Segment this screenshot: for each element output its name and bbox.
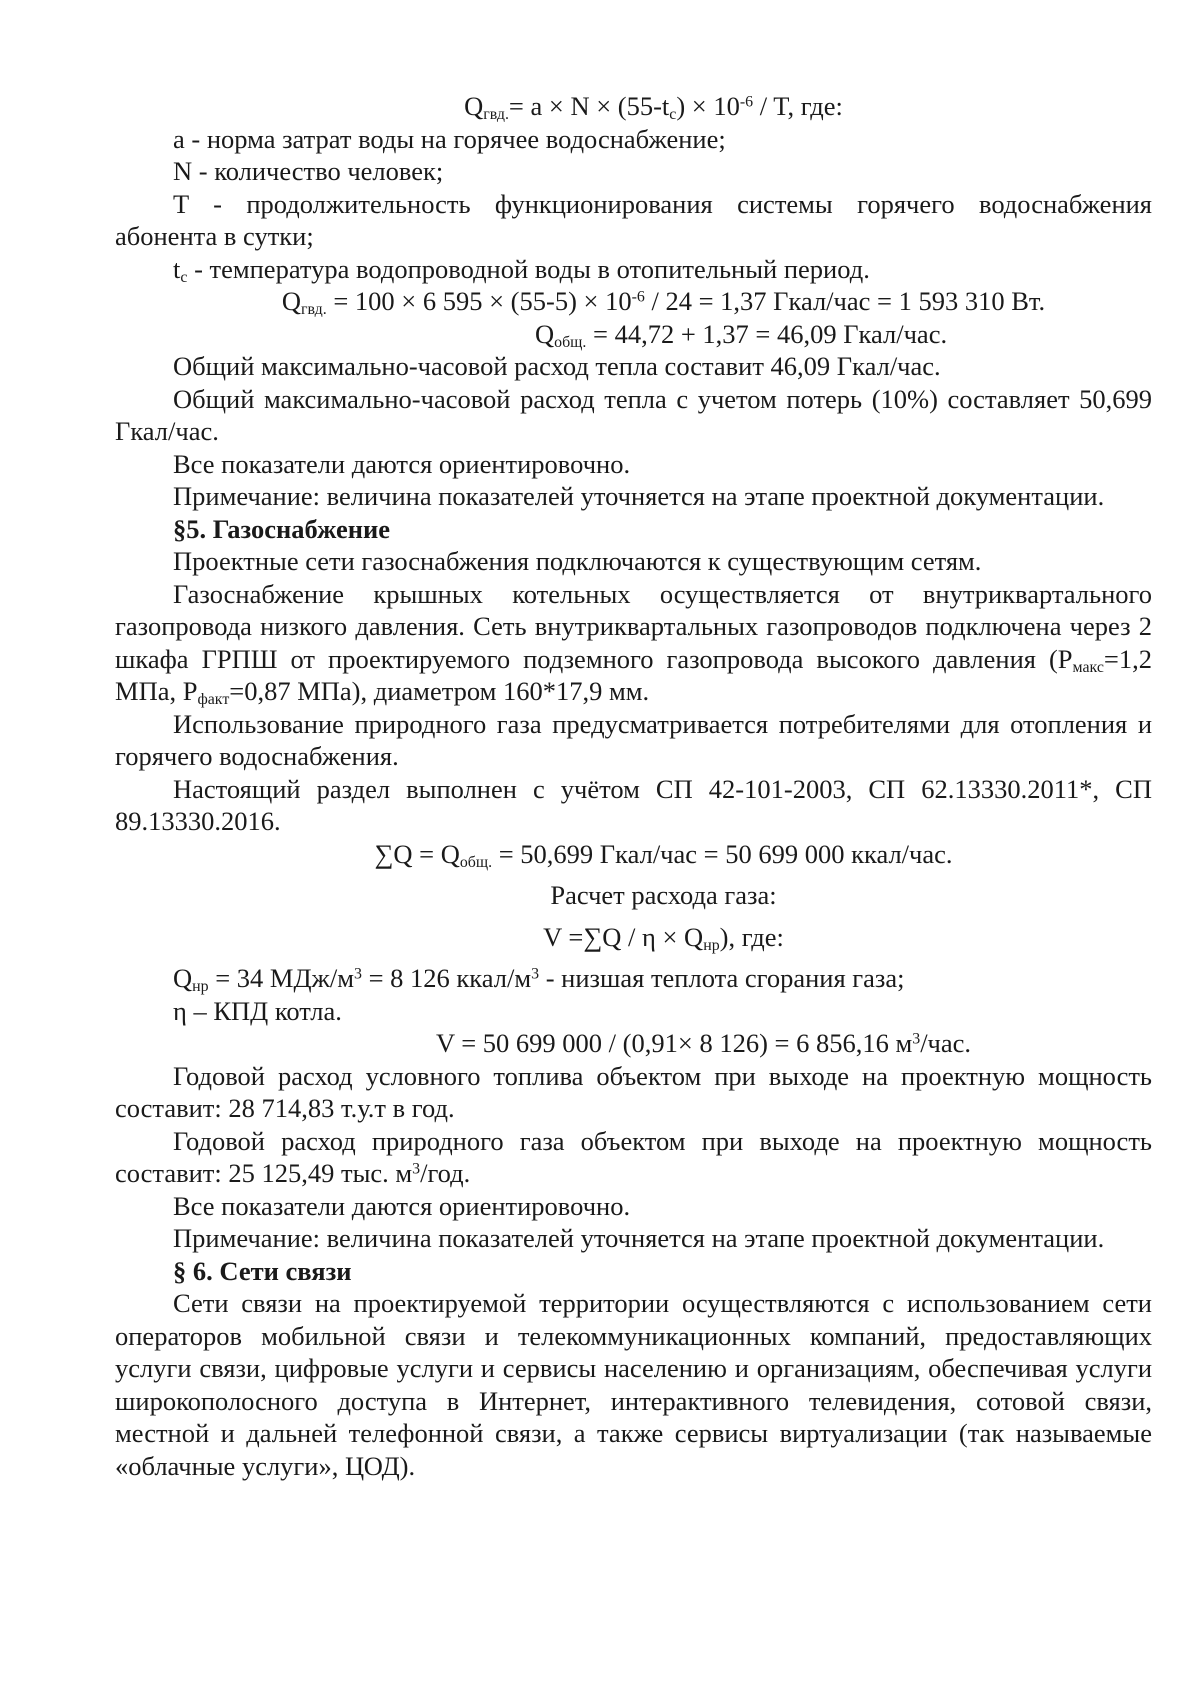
section-heading-communications: § 6. Сети связи — [173, 1255, 352, 1286]
paragraph-fuel-annual: Годовой расход условного топлива объектом при выходе на проектную мощность составит: 28 714,83 т.у.т в год. — [115, 1060, 1152, 1123]
legend-n: N - количество человек; — [173, 156, 444, 186]
legend-eta: η – КПД котла. — [173, 995, 342, 1026]
paragraph-gas-usage: Использование природного газа предусматривается потребителями для отопления и горячего водоснабжения. — [115, 708, 1152, 771]
paragraph-note-2: Примечание: величина показателей уточняется на этапе проектной документации. — [173, 1223, 1105, 1253]
paragraph-gas-supply: Газоснабжение крышных котельных осуществляется от внутриквартального газопровода низкого давления. Сеть внутриквартальных газопроводов подключена через 2 шкафа ГРПШ от проектируемого подземного газопровода высокого давления ($Р_{макс}=1,2$ МПа, $Р_{факт}=0,87$ МПа), диаметром 160*17,9 мм. — [115, 578, 1152, 708]
paragraph-total-heat: Общий максимально-часовой расход тепла составит 46,09 Гкал/час. — [173, 351, 941, 381]
section-heading-gas: §5. Газоснабжение — [173, 513, 391, 544]
paragraph-approx-2: Все показатели даются ориентировочно. — [173, 1190, 631, 1221]
legend-t: T - продолжительность функционирования системы горячего водоснабжения абонента в сутки; — [115, 188, 1152, 251]
formula-gas-title: Расчет расхода газа: — [550, 880, 777, 910]
legend-tc: $t_с$ - температура водопроводной воды в отопительный период. — [173, 253, 870, 286]
legend-qnr: $Q_{нр} = 34$ МДж/$м^3 = 8$ 126 ккал/$м^3$ - низшая теплота сгорания газа; — [173, 963, 905, 995]
paragraph-gas-annual: Годовой расход природного газа объектом при выходе на проектную мощность составит: 25 125,49 тыс. $м^3$/год. — [115, 1125, 1152, 1188]
formula-gas-volume: $V =\sum Q / \eta \times Q_{нр}$), где: — [543, 921, 784, 954]
legend-a: а - норма затрат воды на горячее водоснабжение; — [173, 123, 726, 154]
paragraph-communications: Сети связи на проектируемой территории осуществляются с использованием сети операторов мобильной связи и телекоммуникационных компаний, предоставляющих услуги связи, цифровые услуги и сервисы населению и организациям, обеспечивая услуги широкополосного доступа в Интернет, интерактивного телевидения, сотовой связи, местной и дальней телефонной связи, а также сервисы виртуализации (так называемые «облачные услуги», ЦОД). — [115, 1288, 1152, 1481]
formula-gas-volume-calc: V = 50 699 000 / (0,91× 8 126) = 6 856,16 $м^3$/час. — [435, 1028, 972, 1058]
formula-sum-q: $\sum Q = Q_{общ.} = 50,699$ Гкал/час = 50 699 000 ккал/час. — [374, 838, 953, 871]
paragraph-standards: Настоящий раздел выполнен с учётом СП 42-101-2003, СП 62.13330.2011*, СП 89.13330.2016. — [115, 773, 1152, 836]
paragraph-approx: Все показатели даются ориентировочно. — [173, 448, 631, 479]
formula-hot-water: $Q_{гвд.}= a \times N \times (55-t_с) \times 10^{-6} / T$, где: — [464, 91, 843, 123]
paragraph-note: Примечание: величина показателей уточняется на этапе проектной документации. — [173, 481, 1105, 511]
formula-total-heat: $Q_{общ.} = 44,72 + 1,37 = 46,09$ Гкал/час. — [535, 318, 948, 351]
formula-hot-water-calc: $Q_{гвд.} = 100 \times 6$ $595 \times (55-5) \times 10^{-6} / 24 = 1,37$ Гкал/час = 1 593 310 Вт. — [281, 286, 1046, 318]
paragraph-gas-networks: Проектные сети газоснабжения подключаются к существующим сетям. — [173, 546, 982, 576]
paragraph-heat-losses: Общий максимально-часовой расход тепла с учетом потерь (10%) составляет 50,699 Гкал/час. — [115, 383, 1152, 446]
